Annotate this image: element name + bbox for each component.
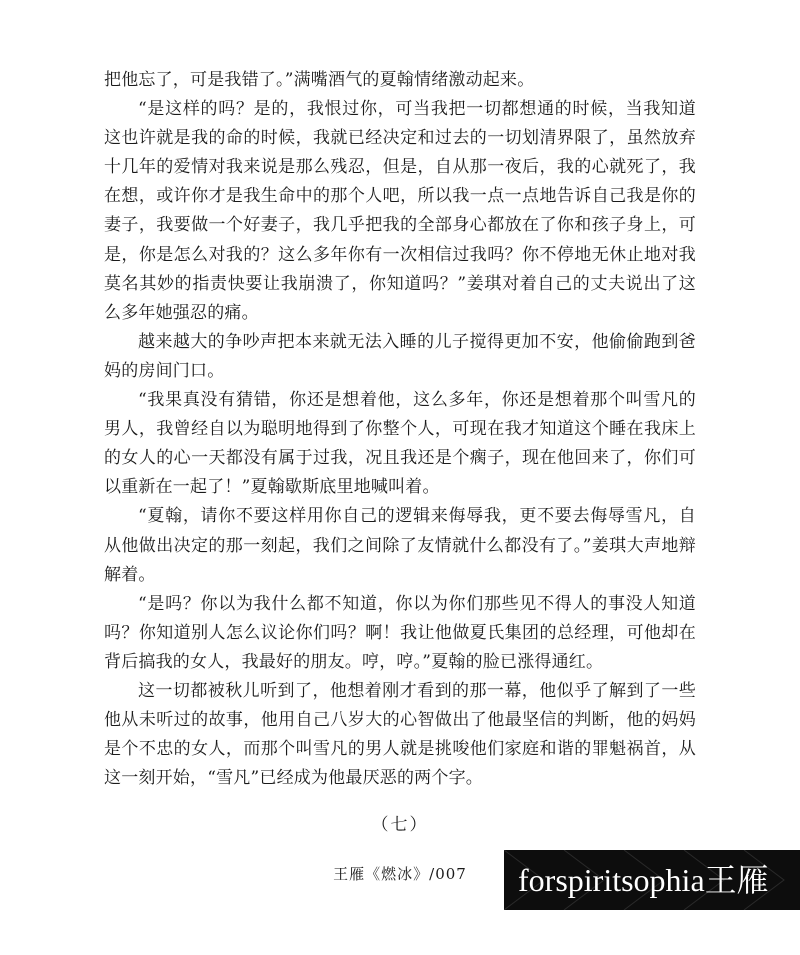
- paragraph: 这一切都被秋儿听到了，他想着刚才看到的那一幕，他似乎了解到了一些他从未听过的故事，他用自己八岁大的心智做出了他最坚信的判断，他的妈妈是个不忠的女人，而那个叫雪凡的男人就是挑唆他们家庭和谐的罪魁祸首，从这一刻开始，“雪凡”已经成为他最厌恶的两个字。: [104, 680, 696, 789]
- watermark: [504, 850, 800, 910]
- section-marker: （七）: [371, 815, 429, 835]
- page-body: [104, 66, 696, 793]
- watermark-text: forspiritsophia王雁: [518, 862, 769, 898]
- paragraph: “是这样的吗？是的，我恨过你，可当我把一切都想通的时候，当我知道这也许就是我的命的时候，我就已经决定和过去的一切划清界限了，虽然放弃十几年的爱情对我来说是那么残忍，但是，自从那一夜后，我的心就死了，我在想，或许你才是我生命中的那个人吧，所以我一点一点地告诉自己我是你的妻子，我要做一个好妻子，我几乎把我的全部身心都放在了你和孩子身上，可是，你是怎么对我的？这么多年你有一次相信过我吗？你不停地无休止地对我莫名其妙的指责快要让我崩溃了，你知道吗？”姜琪对着自己的丈夫说出了这么多年她强忍的痛。: [104, 99, 696, 323]
- paragraph: “我果真没有猜错，你还是想着他，这么多年，你还是想着那个叫雪凡的男人，我曾经自以为聪明地得到了你整个人，可现在我才知道这个睡在我床上的女人的心一天都没有属于过我，况且我还是个瘸子，现在他回来了，你们可以重新在一起了！”夏翰歇斯底里地喊叫着。: [104, 390, 696, 498]
- page-footer: 王雁《燃冰》/007: [333, 865, 467, 883]
- paragraph: 越来越大的争吵声把本来就无法入睡的儿子搅得更加不安，他偷偷跑到爸妈的房间门口。: [104, 331, 696, 381]
- paragraph: “夏翰，请你不要这样用你自己的逻辑来侮辱我，更不要去侮辱雪凡，自从他做出决定的那一刻起，我们之间除了友情就什么都没有了。”姜琪大声地辩解着。: [104, 506, 696, 585]
- paragraph: 把他忘了，可是我错了。”满嘴酒气的夏翰情绪激动起来。: [104, 70, 535, 90]
- paragraph: “是吗？你以为我什么都不知道，你以为你们那些见不得人的事没人知道吗？你知道别人怎么议论你们吗？啊！我让他做夏氏集团的总经理，可他却在背后搞我的女人，我最好的朋友。哼，哼。”夏翰的脸已涨得通红。: [104, 593, 696, 672]
